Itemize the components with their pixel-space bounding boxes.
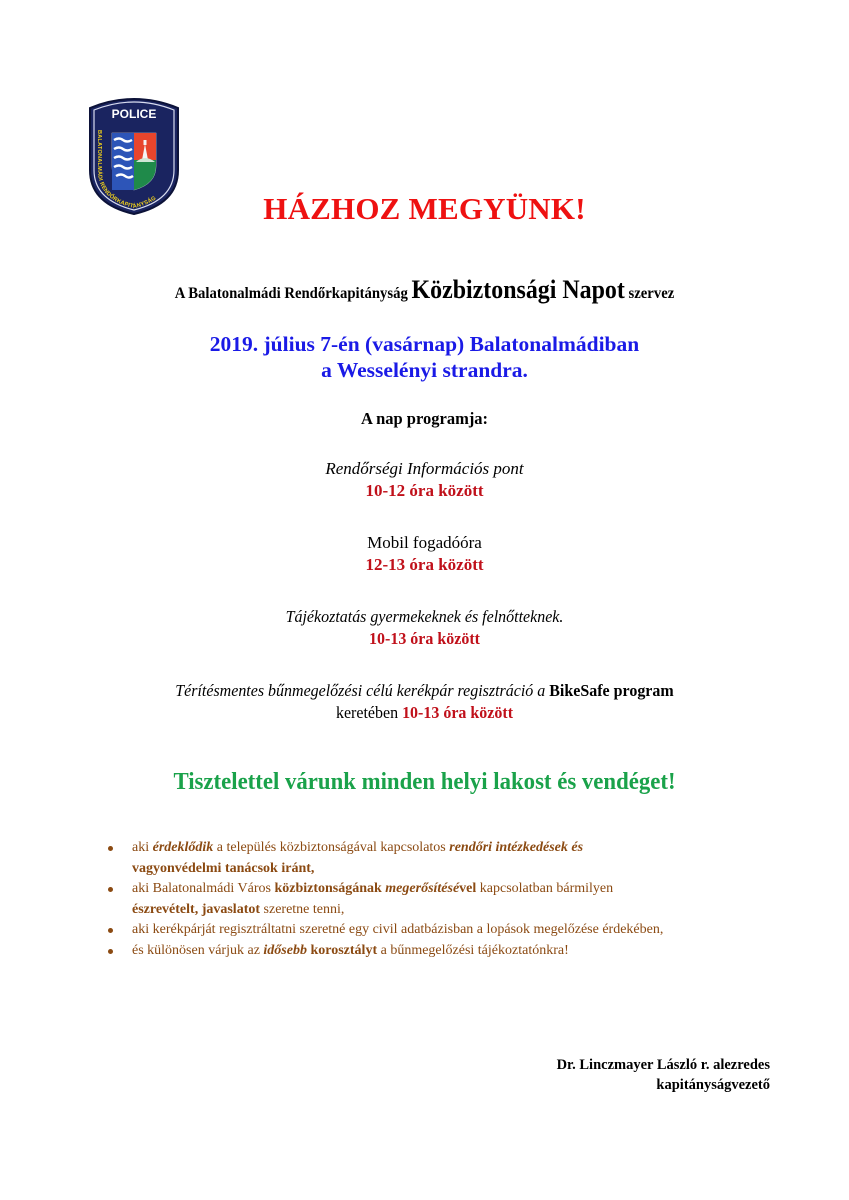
emphasis: korosztályt: [310, 942, 378, 958]
list-item: [108, 838, 748, 879]
text: aki Balatonalmádi Város: [132, 881, 275, 896]
program-item-label: Mobil fogadóóra: [367, 533, 482, 552]
emphasis: érdeklődik: [152, 840, 214, 855]
emphasis: idősebb: [263, 942, 307, 958]
signatory-name: Dr. Linczmayer László r. alezredes: [556, 1057, 770, 1073]
organizer-prefix: A Balatonalmádi Rendőrkapitányság: [174, 285, 408, 302]
text: és különösen várjuk az: [132, 942, 264, 958]
program-item-label-cont: keretében: [335, 703, 399, 722]
program-item: [0, 458, 849, 502]
list-item: [108, 941, 748, 962]
emphasis: vagyonvédelmi tanácsok iránt,: [132, 860, 315, 876]
event-date-location: [0, 331, 849, 383]
program-item: [25, 606, 823, 650]
emphasis: rendőri intézkedések és: [449, 840, 584, 855]
program-item: [0, 532, 849, 576]
program-item-time: 10-12 óra között: [365, 481, 484, 500]
list-item: [108, 920, 748, 941]
bullet-icon: [108, 949, 113, 954]
program-item-time: 12-13 óra között: [365, 555, 484, 574]
badge-top-text: POLICE: [111, 107, 157, 121]
emphasis: észrevételt, javaslatot: [132, 901, 261, 917]
emphasis: vel: [459, 881, 477, 896]
event-name: Közbiztonsági Napot: [411, 275, 625, 304]
bullet-icon: [108, 846, 113, 851]
emphasis: megerősítésé: [385, 881, 460, 896]
organizer-suffix: szervez: [628, 285, 675, 302]
bullet-icon: [108, 887, 113, 892]
invitation-list: [108, 838, 748, 961]
text: kapcsolatban bármilyen: [476, 881, 614, 896]
signatory-position: kapitányságvezető: [656, 1077, 770, 1093]
greeting: Tisztelettel várunk minden helyi lakost és vendéget!: [173, 768, 676, 795]
page-title: HÁZHOZ MEGYÜNK!: [263, 191, 586, 226]
program-heading: A nap programja:: [360, 409, 489, 428]
badge-ring-textpath: BALATONALMÁDI RENDŐRKAPITÁNYSÁG: [95, 130, 158, 211]
bullet-icon: [108, 928, 113, 933]
list-item: [108, 879, 748, 920]
emphasis: közbiztonságának: [274, 881, 382, 896]
text: a bűnmegelőzési tájékoztatónkra!: [377, 942, 569, 958]
event-date: 2019. július 7-én (vasárnap) Balatonalmádiban: [209, 332, 640, 356]
signature: [557, 1055, 770, 1095]
program-item-time: 10-13 óra között: [402, 703, 514, 722]
program-item-time: 10-13 óra között: [369, 629, 480, 648]
text: szeretne tenni,: [260, 901, 345, 917]
organizer-line: [34, 275, 815, 305]
event-location: a Wesselényi strandra.: [321, 358, 528, 382]
program-name-bikesafe: BikeSafe program: [549, 681, 674, 700]
program-item-label: Rendőrségi Információs pont: [325, 459, 524, 478]
program-item-label: Térítésmentes bűnmegelőzési célú kerékpár regisztráció a: [175, 681, 546, 700]
program-item-label: Tájékoztatás gyermekeknek és felnőtteknek.: [285, 607, 564, 626]
text: aki kerékpárját regisztráltatni szeretné egy civil adatbázisban a lopások megelőzése érdekében,: [132, 922, 664, 937]
text: aki: [132, 840, 153, 855]
program-item: [25, 680, 823, 724]
text: a település közbiztonságával kapcsolatos: [213, 840, 450, 855]
